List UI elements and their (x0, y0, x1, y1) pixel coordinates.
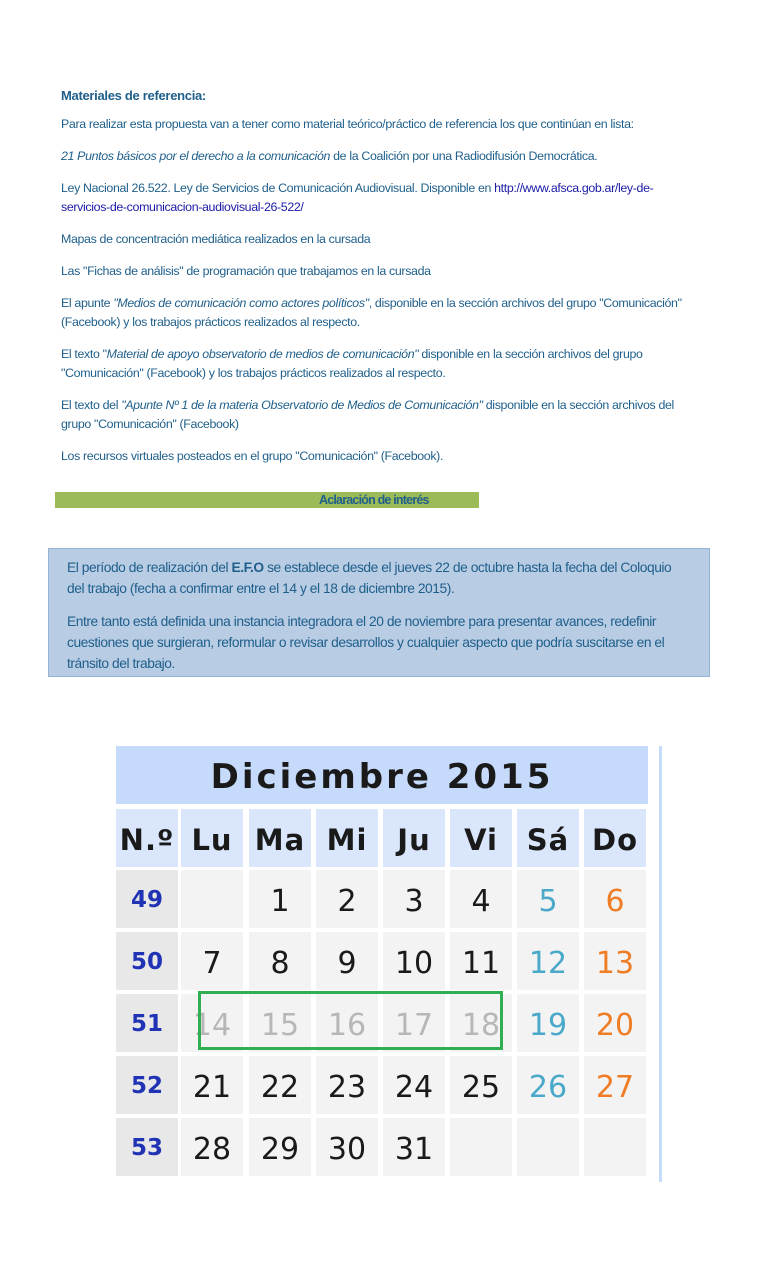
period-note-box (48, 548, 710, 677)
banner-label: Aclaración de interés (319, 493, 429, 507)
reference-title: 21 Puntos básicos por el derecho a la comunicación (61, 149, 331, 163)
weekday-header: N.º (116, 809, 178, 867)
calendar-day: 5 (517, 870, 579, 928)
calendar-title: Diciembre 2015 (116, 746, 648, 804)
calendar-day: 2 (316, 870, 378, 928)
note-text: se establece desde el jueves 22 de octubre hasta la fecha del Coloquio del trabajo (fecha a confirmar entre el 14 y el 18 de diciembre 2015). (67, 560, 672, 596)
weekday-header: Do (584, 809, 646, 867)
calendar-day: 25 (450, 1056, 512, 1114)
weekday-header: Sá (517, 809, 579, 867)
intro-paragraph: Para realizar esta propuesta van a tener como material teórico/práctico de referencia los que continúan en lista: (61, 117, 634, 131)
week-number: 51 (116, 994, 178, 1052)
calendar-day: 9 (316, 932, 378, 990)
calendar-day (584, 1118, 646, 1176)
calendar-day: 24 (383, 1056, 445, 1114)
reference-item (61, 396, 691, 434)
calendar-day: 14 (181, 994, 243, 1052)
calendar-day: 11 (450, 932, 512, 990)
calendar-day (181, 870, 243, 928)
weekday-header: Ju (383, 809, 445, 867)
calendar-day (517, 1118, 579, 1176)
calendar-day: 20 (584, 994, 646, 1052)
reference-text: disponible en la sección archivos del grupo "Comunicación" (Facebook) y los trabajos prácticos realizados al respecto. (61, 347, 643, 380)
calendar-day: 30 (316, 1118, 378, 1176)
calendar-day (450, 1118, 512, 1176)
calendar-day: 15 (249, 994, 311, 1052)
reference-text: disponible en la sección archivos del grupo "Comunicación" (Facebook) (61, 398, 674, 431)
reference-item (61, 345, 691, 383)
calendar-day: 18 (450, 994, 512, 1052)
reference-item (61, 179, 691, 217)
note-paragraph: Entre tanto está definida una instancia integradora el 20 de noviembre para presentar avances, redefinir cuestiones que surgieran, reformular o revisar desarrollos y cualquier aspecto que podría suscitarse en el tránsito del trabajo. (67, 614, 665, 671)
calendar-day: 16 (316, 994, 378, 1052)
reference-materials-section (61, 88, 691, 479)
week-number: 50 (116, 932, 178, 990)
calendar-edge-rule (659, 746, 662, 1182)
section-heading: Materiales de referencia: (61, 88, 206, 103)
december-2015-calendar (116, 746, 662, 1182)
weekday-header: Ma (249, 809, 311, 867)
reference-text: El texto " (61, 347, 107, 361)
afsca-law-link[interactable]: http://www.afsca.gob.ar/ley-de-servicios-de-comunicacion-audiovisual-26-522/ (61, 181, 654, 214)
calendar-day: 1 (249, 870, 311, 928)
calendar-day: 22 (249, 1056, 311, 1114)
reference-item: Los recursos virtuales posteados en el grupo "Comunicación" (Facebook). (61, 449, 444, 463)
weekday-header: Lu (181, 809, 243, 867)
colloquium-date-range-highlight (198, 991, 503, 1050)
calendar-day: 26 (517, 1056, 579, 1114)
reference-text: Ley Nacional 26.522. Ley de Servicios de Comunicación Audiovisual. Disponible en (61, 181, 495, 195)
weekday-header: Vi (450, 809, 512, 867)
calendar-day: 21 (181, 1056, 243, 1114)
calendar-day: 23 (316, 1056, 378, 1114)
reference-title: "Apunte Nº 1 de la materia Observatorio de Medios de Comunicación" (121, 398, 483, 412)
calendar-day: 8 (249, 932, 311, 990)
reference-item: Las "Fichas de análisis" de programación que trabajamos en la cursada (61, 264, 431, 278)
reference-item (61, 147, 691, 166)
calendar-day: 7 (181, 932, 243, 990)
week-number: 53 (116, 1118, 178, 1176)
reference-item (61, 294, 691, 332)
week-number: 52 (116, 1056, 178, 1114)
calendar-day: 12 (517, 932, 579, 990)
efo-acronym: E.F.O (231, 560, 264, 575)
week-number: 49 (116, 870, 178, 928)
weekday-header: Mi (316, 809, 378, 867)
reference-text: de la Coalición por una Radiodifusión Democrática. (330, 149, 598, 163)
interest-banner (55, 492, 479, 508)
calendar-day: 13 (584, 932, 646, 990)
reference-text: , disponible en la sección archivos del grupo "Comunicación" (Facebook) y los trabajos prácticos realizados al respecto. (61, 296, 682, 329)
note-paragraph (67, 557, 687, 599)
reference-item: Mapas de concentración mediática realizados en la cursada (61, 232, 371, 246)
calendar-day: 4 (450, 870, 512, 928)
note-text: El período de realización del (67, 560, 232, 575)
reference-title: Material de apoyo observatorio de medios de comunicación" (106, 347, 419, 361)
calendar-day: 17 (383, 994, 445, 1052)
calendar-day: 3 (383, 870, 445, 928)
reference-text: El apunte (61, 296, 114, 310)
calendar-day: 10 (383, 932, 445, 990)
reference-title: "Medios de comunicación como actores políticos" (113, 296, 369, 310)
calendar-day: 19 (517, 994, 579, 1052)
calendar-day: 6 (584, 870, 646, 928)
reference-text: El texto del (61, 398, 122, 412)
calendar-day: 27 (584, 1056, 646, 1114)
calendar-day: 29 (249, 1118, 311, 1176)
calendar-day: 31 (383, 1118, 445, 1176)
calendar-day: 28 (181, 1118, 243, 1176)
